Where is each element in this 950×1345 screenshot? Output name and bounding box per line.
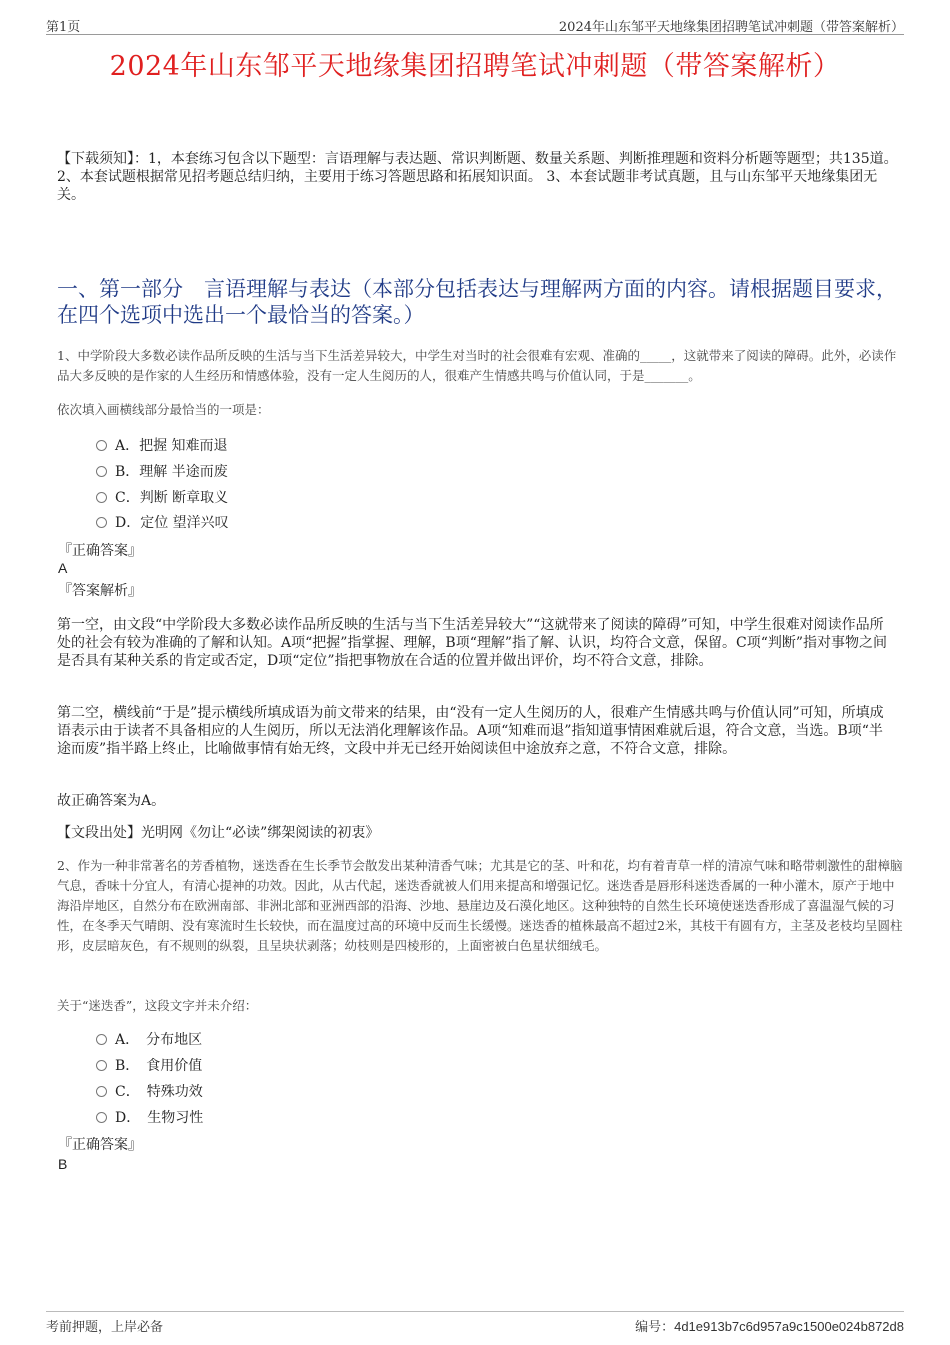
q2-answer: B — [58, 1156, 68, 1172]
q2-option-d[interactable]: D． 生物习性 — [96, 1108, 203, 1128]
q1-conclusion: 故正确答案为A。 — [57, 793, 166, 809]
radio-icon[interactable] — [96, 1086, 107, 1097]
q1-analysis-paragraph-2: 第二空，横线前“于是”提示横线所填成语为前文带来的结果，由“没有一定人生阅历的人，很难产生情感共鸣与价值认同”可知，所填成语表示由于读者不具备相应的人生阅历，所以无法消化理解该作品。A项“知难而退”指知道事情困难就后退，符合文意，当选。B项“半途而废”指半路上终止，比喻做事情有始无终，文段中并无已经开始阅读但中途放弃之意，不符合文意，排除。 — [57, 705, 884, 757]
radio-icon[interactable] — [96, 1034, 107, 1045]
document-title: 2024年山东邹平天地缘集团招聘笔试冲刺题（带答案解析） — [109, 51, 841, 82]
question-1-stem: 1、中学阶段大多数必读作品所反映的生活与当下生活差异较大，中学生对当时的社会很难有宏观、准确的_____，这就带来了阅读的障碍。此外，必读作品大多反映的是作家的人生经历和情感体验，没有一定人生阅历的人，很难产生情感共鸣与价值认同，于是_______。 — [57, 348, 897, 383]
q1-answer-label: 『正确答案』 — [58, 543, 142, 559]
radio-icon[interactable] — [96, 466, 107, 477]
page-header — [46, 14, 904, 35]
question-2-stem: 2、作为一种非常著名的芳香植物，迷迭香在生长季节会散发出某种清香气味；尤其是它的茎、叶和花，均有着青草一样的清凉气味和略带刺激性的甜樟脑气息，香味十分宜人，有清心提神的功效。因此，从古代起，迷迭香就被人们用来提高和增强记忆。迷迭香是唇形科迷迭香属的一种小灌木，原产于地中海沿岸地区，自然分布在欧洲南部、非洲北部和亚洲西部的沿海、沙地、悬崖边及石漠化地区。这种独特的自然生长环境使迷迭香形成了喜温湿气候的习性，在冬季天气晴朗、没有寒流时生长较快，而在温度过高的环境中反而生长缓慢。迷迭香的植株最高不超过2米，其枝干有圆有方，主茎及老枝均呈圆柱形，皮层暗灰色，有不规则的纵裂，且呈块状剥落；幼枝则是四棱形的，上面密被白色星状细绒毛。 — [57, 858, 903, 953]
q1-option-d[interactable]: D．定位 望洋兴叹 — [96, 513, 229, 533]
q1-source: 【文段出处】光明网《勿让“必读”绑架阅读的初衷》 — [57, 825, 380, 841]
footer-slogan: 考前押题，上岸必备 — [46, 1320, 164, 1335]
q1-answer: A — [58, 560, 68, 576]
page-number: 第1页 — [46, 20, 81, 35]
radio-icon[interactable] — [96, 1112, 107, 1123]
page-footer — [46, 1311, 904, 1340]
q2-option-c[interactable]: C． 特殊功效 — [96, 1082, 203, 1102]
section-heading: 一、第一部分 言语理解与表达（本部分包括表达与理解两方面的内容。请根据题目要求，在四个选项中选出一个最恰当的答案。） — [57, 277, 897, 327]
q1-analysis-label: 『答案解析』 — [58, 583, 142, 599]
radio-icon[interactable] — [96, 517, 107, 528]
q2-option-a[interactable]: A． 分布地区 — [96, 1030, 202, 1050]
q1-option-c[interactable]: C．判断 断章取义 — [96, 488, 228, 508]
q1-option-b[interactable]: B．理解 半途而废 — [96, 462, 228, 482]
radio-icon[interactable] — [96, 1060, 107, 1071]
q1-analysis-paragraph-1: 第一空，由文段“中学阶段大多数必读作品所反映的生活与当下生活差异较大”“这就带来了阅读的障碍”可知，中学生很难对阅读作品所处的社会有较为准确的了解和认知。A项“把握”指掌握、理解，B项“理解”指了解、认识，均符合文意，保留。C项“判断”指对事物之间是否具有某种关系的肯定或否定，D项“定位”指把事物放在合适的位置并做出评价，均不符合文意，排除。 — [57, 617, 888, 669]
q2-answer-label: 『正确答案』 — [58, 1137, 142, 1153]
code-value: 4d1e913b7c6d957a9c1500e024b872d8 — [674, 1319, 904, 1334]
question-2-prompt: 关于“迷迭香”，这段文字并未介绍： — [57, 998, 258, 1013]
document-code — [635, 1316, 904, 1335]
code-label: 编号： — [635, 1320, 675, 1335]
radio-icon[interactable] — [96, 440, 107, 451]
q2-option-b[interactable]: B． 食用价值 — [96, 1056, 202, 1076]
header-doc-title: 2024年山东邹平天地缘集团招聘笔试冲刺题（带答案解析） — [558, 20, 904, 35]
question-1-prompt: 依次填入画横线部分最恰当的一项是： — [57, 402, 270, 417]
q1-option-a[interactable]: A．把握 知难而退 — [96, 436, 228, 456]
download-notice: 【下载须知】：1，本套练习包含以下题型：言语理解与表达题、常识判断题、数量关系题、判断推理题和资料分析题等题型；共135道。 2、本套试题根据常见招考题总结归纳，主要用于练习答题思路和拓展知识面。 3、本套试题非考试真题，且与山东邹平天地缘集团无关。 — [57, 151, 898, 203]
radio-icon[interactable] — [96, 492, 107, 503]
